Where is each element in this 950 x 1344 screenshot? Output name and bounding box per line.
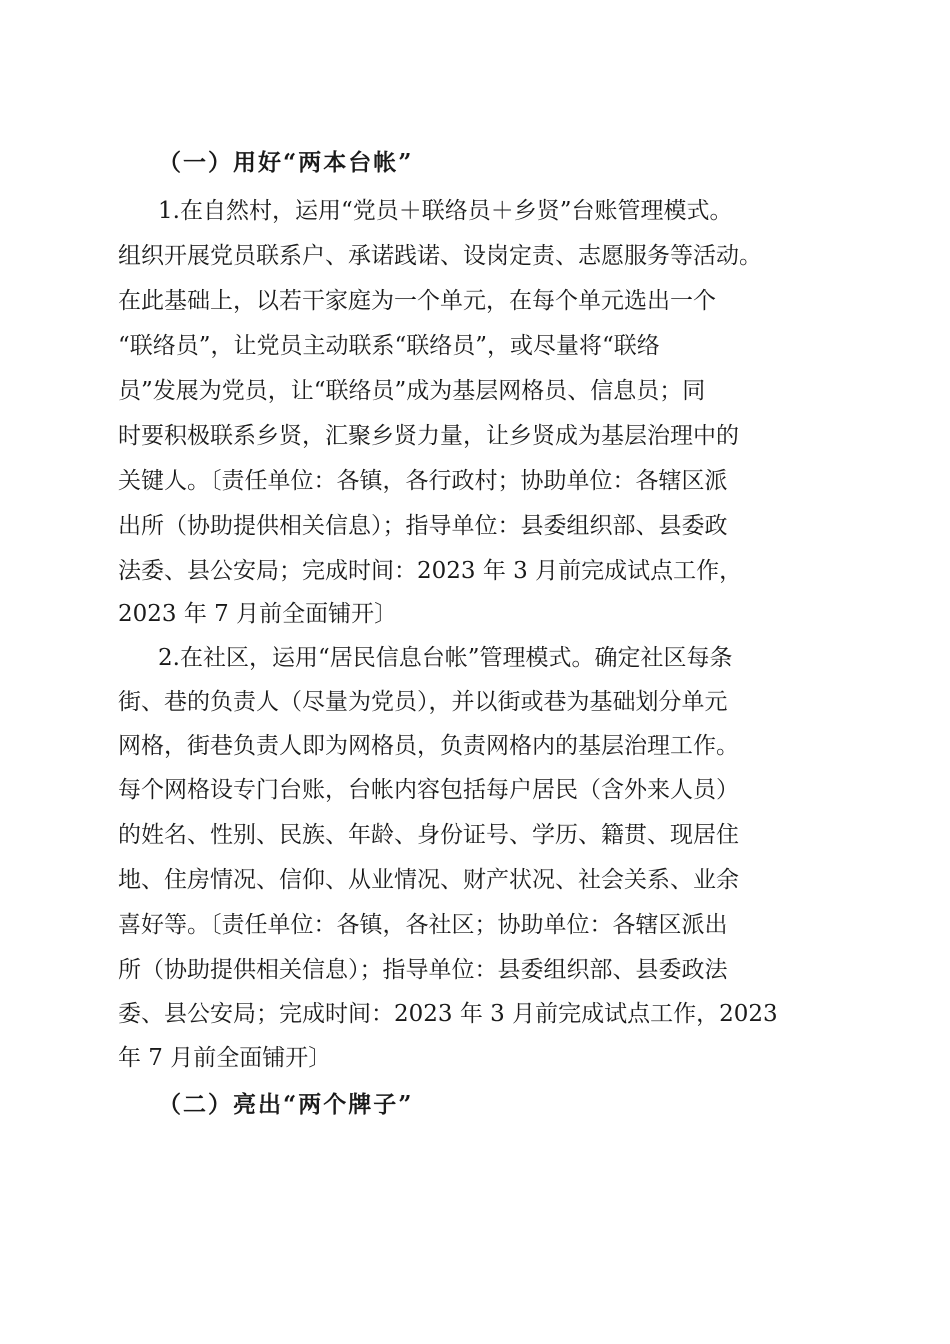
- item2-line-9: 委、县公安局；完成时间：2023 年 3 月前完成试点工作，2023: [118, 1001, 778, 1027]
- item2-line-7: 喜好等。〔责任单位：各镇，各社区；协助单位：各辖区派出: [118, 912, 728, 938]
- item1-line-6: 时要积极联系乡贤，汇聚乡贤力量，让乡贤成为基层治理中的: [118, 423, 739, 449]
- item2-line-6: 地、住房情况、信仰、从业情况、财产状况、社会关系、业余: [118, 867, 739, 893]
- item2-line-4: 每个网格设专门台账，台帐内容包括每户居民（含外来人员）: [118, 777, 739, 803]
- item1-line-4: “联络员”，让党员主动联系“联络员”，或尽量将“联络: [118, 333, 660, 359]
- item2-line-10: 年 7 月前全面铺开〕: [118, 1045, 332, 1071]
- item2-line-5: 的姓名、性别、民族、年龄、身份证号、学历、籍贯、现居住: [118, 822, 739, 848]
- item1-line-5: 员”发展为党员，让“联络员”成为基层网格员、信息员；同: [118, 378, 706, 404]
- item1-line-1: 1.在自然村，运用“党员＋联络员＋乡贤”台账管理模式。: [158, 198, 733, 224]
- item1-line-2: 组织开展党员联系户、承诺践诺、设岗定责、志愿服务等活动。: [118, 243, 762, 269]
- section-heading-2: （二）亮出“两个牌子”: [158, 1091, 414, 1118]
- item2-line-8: 所（协助提供相关信息）；指导单位：县委组织部、县委政法: [118, 957, 728, 983]
- item1-line-9: 法委、县公安局；完成时间：2023 年 3 月前完成试点工作，: [118, 558, 743, 584]
- item1-line-8: 出所（协助提供相关信息）；指导单位：县委组织部、县委政: [118, 513, 728, 539]
- item2-line-2: 街、巷的负责人（尽量为党员），并以街或巷为基础划分单元: [118, 689, 728, 715]
- item2-line-1: 2.在社区，运用“居民信息台帐”管理模式。确定社区每条: [158, 645, 733, 671]
- item1-line-7: 关键人。〔责任单位：各镇，各行政村；协助单位：各辖区派: [118, 468, 728, 494]
- item1-line-10: 2023 年 7 月前全面铺开〕: [118, 601, 398, 627]
- section-heading-1: （一）用好“两本台帐”: [158, 149, 414, 176]
- item1-line-3: 在此基础上，以若干家庭为一个单元，在每个单元选出一个: [118, 288, 716, 314]
- item2-line-3: 网格，街巷负责人即为网格员，负责网格内的基层治理工作。: [118, 733, 739, 759]
